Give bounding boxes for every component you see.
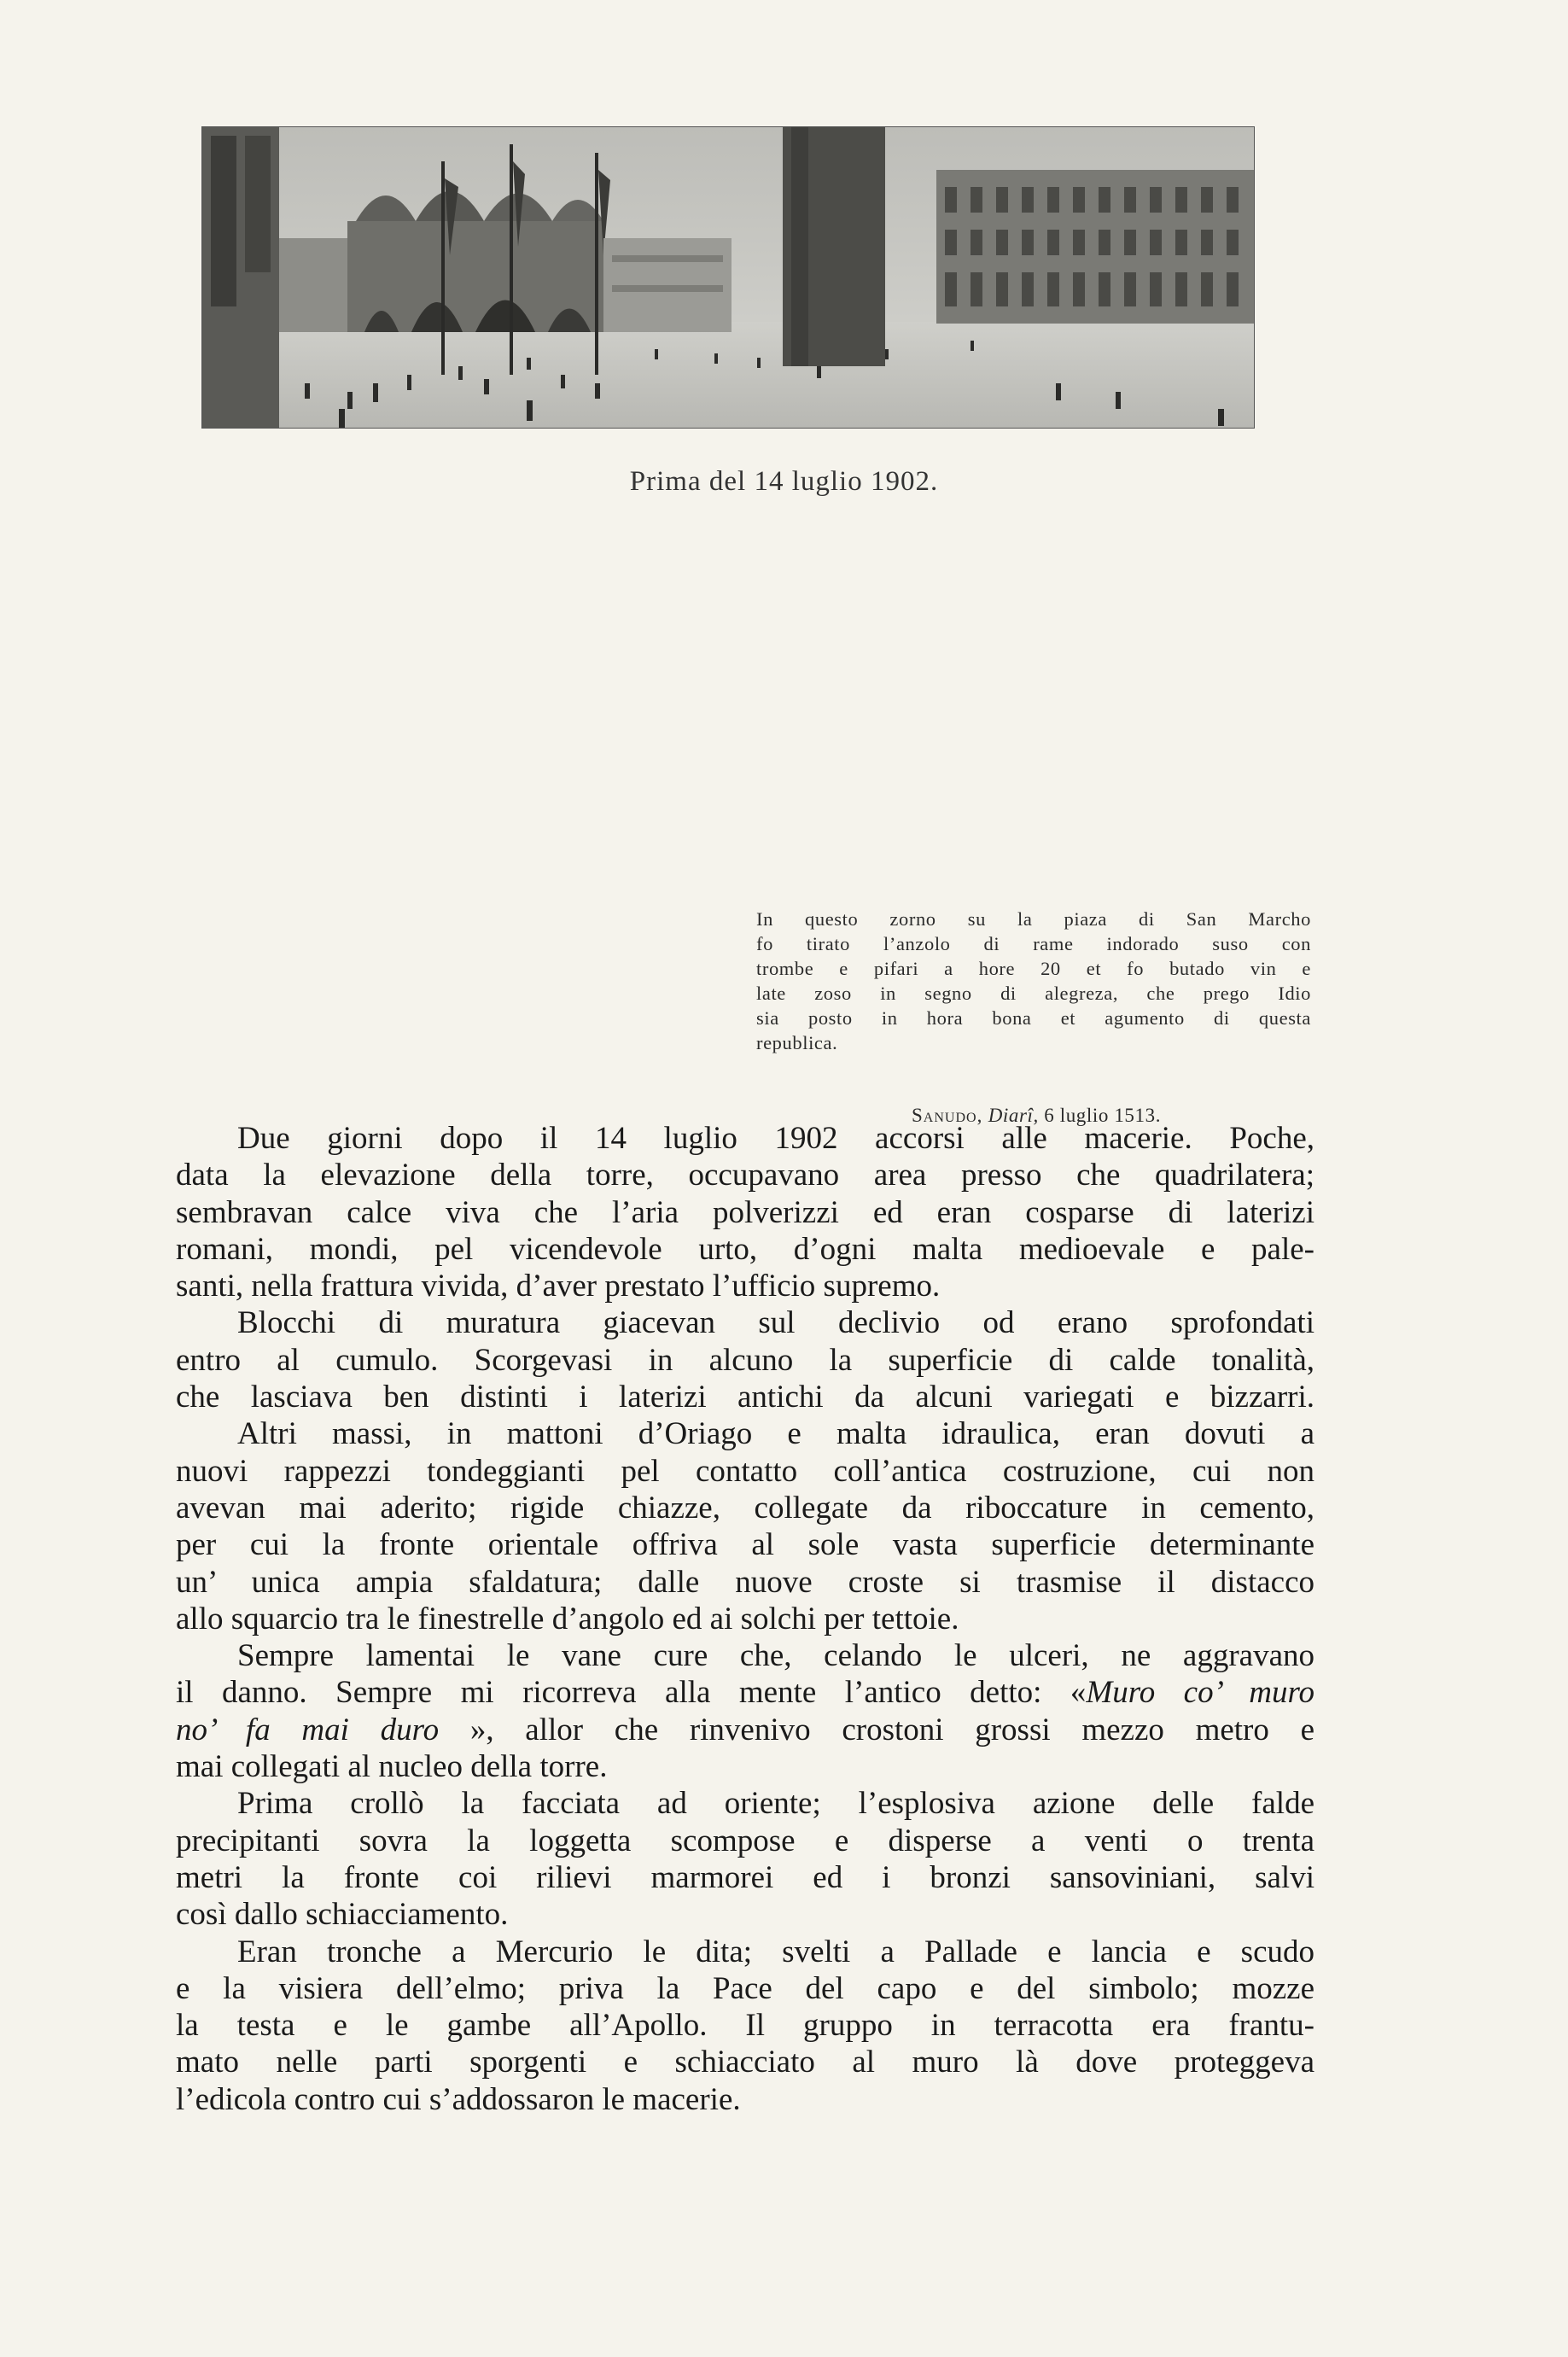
text-line: che lasciava ben distinti i laterizi antichi da alcuni variegati e bizzarri. [176,1380,1314,1415]
text-line: Altri massi, in mattoni d’Oriago e malta idraulica, eran dovuti a [237,1416,1314,1452]
text-run: », allor che rinvenivo crostoni grossi mezzo metro e [469,1712,1314,1747]
source-title: Diarî, [988,1105,1039,1126]
source-author: Sanudo, [912,1105,983,1126]
photo-caption: Prima del 14 luglio 1902. [629,466,939,497]
text-line: allo squarcio tra le finestrelle d’angolo ed ai solchi per tettoie. [176,1601,959,1636]
text-line [176,1674,1314,1711]
text-line: Prima crollò la facciata ad oriente; l’esplosiva azione delle falde [237,1786,1314,1822]
text-line: nuovi rappezzi tondeggianti pel contatto coll’antica costruzione, cui non [176,1453,1314,1489]
text-line: Blocchi di muratura giacevan sul declivio od erano sprofondati [237,1305,1314,1341]
epigraph [756,907,1311,1055]
epigraph-line: sia posto in hora bona et agumento di questa [756,1007,1311,1029]
text-line: così dallo schiacciamento. [176,1897,509,1933]
epigraph-line: republica. [756,1032,838,1053]
epigraph-line: fo tirato l’anzolo di rame indorado suso con [756,933,1311,954]
text-line: per cui la fronte orientale offriva al sole vasta superficie determinante [176,1527,1314,1563]
text-line: Due giorni dopo il 14 luglio 1902 accorsi alle macerie. Poche, [237,1121,1314,1156]
text-line [176,1712,1314,1748]
text-line: l’edicola contro cui s’addossaron le macerie. [176,2081,741,2117]
text-line: Eran tronche a Mercurio le dita; svelti a Pallade e lancia e scudo [237,1934,1314,1969]
text-line: metri la fronte coi rilievi marmorei ed i bronzi sansoviniani, salvi [176,1859,1314,1895]
epigraph-line: In questo zorno su la piaza di San Marcho [756,908,1311,930]
main-text [176,1120,1314,2118]
text-line: sembravan calce viva che l’aria polverizzi ed eran cosparse di laterizi [176,1194,1314,1230]
epigraph-line: late zoso in segno di alegreza, che prego Idio [756,983,1311,1004]
text-line: un’ unica ampia sfaldatura; dalle nuove croste si trasmise il distacco [176,1564,1314,1600]
text-line: santi, nella frattura vivida, d’aver prestato l’ufficio supremo. [176,1269,941,1304]
quoted-proverb: Muro co’ muro [1086,1675,1314,1711]
text-line: Sempre lamentai le vane cure che, celando le ulceri, ne aggravano [237,1638,1314,1674]
text-line: romani, mondi, pel vicendevole urto, d’ogni malta medioevale e pale- [176,1231,1314,1267]
epigraph-line: trombe e pifari a hore 20 et fo butado vin e [756,958,1311,979]
text-run: il danno. Sempre mi ricorreva alla mente l’antico detto: « [176,1675,1087,1711]
text-line: entro al cumulo. Scorgevasi in alcuno la superficie di calde tonalità, [176,1342,1314,1378]
photograph-icon [202,127,1254,428]
text-line: mato nelle parti sporgenti e schiacciato al muro là dove proteggeva [176,2045,1314,2080]
text-line: mai collegati al nucleo della torre. [176,1749,608,1785]
source-date: 6 luglio 1513. [1044,1105,1162,1126]
text-line: data la elevazione della torre, occupavano area presso che quadrilatera; [176,1158,1314,1193]
text-line: precipitanti sovra la loggetta scompose e disperse a venti o trenta [176,1823,1314,1858]
quoted-proverb: no’ fa mai duro [176,1712,440,1747]
text-line: avevan mai aderito; rigide chiazze, collegate da riboccature in cemento, [176,1490,1314,1526]
piazza-san-marco-photograph [201,126,1255,429]
text-line: la testa e le gambe all’Apollo. Il gruppo in terracotta era frantu- [176,2008,1314,2044]
text-line: e la visiera dell’elmo; priva la Pace del capo e del simbolo; mozze [176,1970,1314,2006]
